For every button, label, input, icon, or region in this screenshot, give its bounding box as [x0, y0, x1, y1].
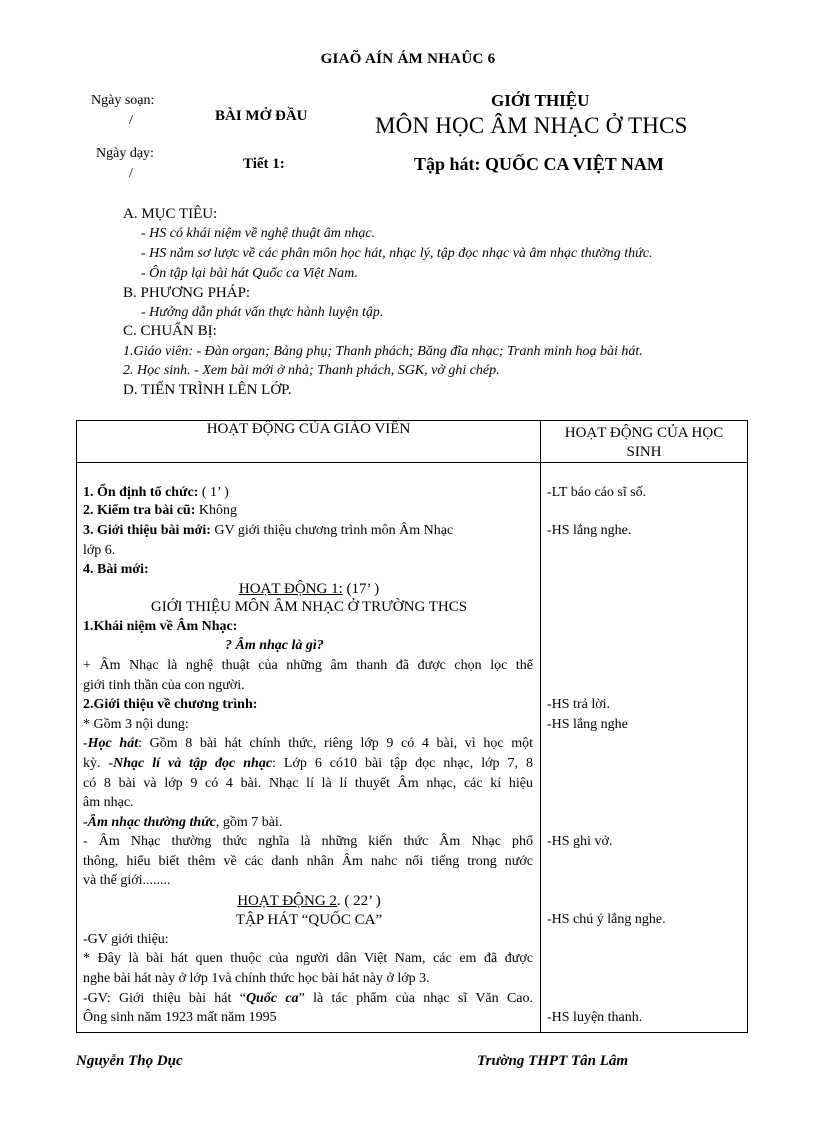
section-b-heading: B. PHƯƠNG PHÁP:: [123, 285, 251, 301]
objective-line: - Ôn tập lại bài hát Quốc ca Việt Nam.: [141, 266, 358, 281]
footer-author: Nguyễn Thọ Dục: [76, 1053, 183, 1069]
student-header-line2: SINH: [626, 444, 662, 460]
student-action: -HS chú ý lắng nghe.: [547, 912, 666, 927]
teach-date-value: /: [129, 166, 133, 181]
step-4: 4. Bài mới:: [83, 562, 149, 577]
song-intro-line: * Đây là bài hát quen thuộc của người dân Việt Nam, các em đã được: [83, 951, 533, 966]
document-header: GIAÕ AÍN ÁM NHAÛC 6: [320, 51, 496, 67]
student-action: -HS lắng nghe.: [547, 523, 632, 538]
program-line: có 8 bài và lớp 9 có 4 bài. Nhạc lí là lí thuyết Âm nhạc, các kí hiệu: [83, 776, 533, 791]
section-d-heading: D. TIẾN TRÌNH LÊN LỚP.: [123, 382, 292, 398]
prep-date-value: /: [129, 113, 133, 128]
program-heading: 2.Giới thiệu về chương trình:: [83, 697, 258, 712]
song-intro-line: nghe bài hát này ở lớp 1và chính thức học bài hát này ở lớp 3.: [83, 971, 430, 986]
step-3-cont: lớp 6.: [83, 543, 116, 558]
program-line: và thế giới........: [83, 873, 171, 888]
student-action: -LT báo cáo sĩ số.: [547, 485, 647, 500]
student-header-line1: HOẠT ĐỘNG CỦA HỌC: [564, 425, 724, 441]
lesson-number: Tiết 1:: [243, 156, 285, 172]
answer-line: + Âm Nhạc là nghệ thuật của những âm thanh đã được chọn lọc thể: [83, 658, 533, 673]
prep-date-label: Ngày soạn:: [91, 93, 155, 108]
program-line: -Âm nhạc thường thức, gồm 7 bài.: [83, 815, 283, 830]
activity-2-heading: HOẠT ĐỘNG 2. ( 22’ ): [237, 893, 381, 909]
footer-school: Trường THPT Tân Lâm: [477, 1053, 629, 1069]
student-action: -HS trả lời.: [547, 697, 611, 712]
section-a-heading: A. MỤC TIÊU:: [123, 206, 218, 222]
step-3: 3. Giới thiệu bài mới: GV giới thiệu chương trình môn Âm Nhạc: [83, 523, 454, 538]
student-activities-cell: [541, 463, 748, 1033]
step-1: 1. Ổn định tổ chức: ( 1’ ): [83, 485, 229, 500]
student-column-header: [541, 421, 748, 463]
activity-1-heading: HOẠT ĐỘNG 1: (17’ ): [238, 581, 380, 597]
program-line: kỳ. -Nhạc lí và tập đọc nhạc: Lớp 6 có10 bài tập đọc nhạc, lớp 7, 8: [83, 756, 534, 771]
objective-line: - HS có khái niệm về nghệ thuật âm nhạc.: [141, 226, 376, 241]
activity-1-title: GIỚI THIỆU MÔN ÂM NHẠC Ở TRƯỜNG THCS: [150, 599, 468, 615]
prep-line: 2. Học sinh. - Xem bài mới ở nhà; Thanh phách, SGK, vở ghi chép.: [123, 363, 500, 378]
program-line: * Gồm 3 nội dung:: [83, 717, 189, 732]
program-line: -Học hát: Gồm 8 bài hát chính thức, riêng lớp 9 có 4 bài, vì học một: [83, 736, 533, 751]
step-2: 2. Kiểm tra bài cũ: Không: [83, 503, 237, 518]
intro-label: GIỚI THIỆU: [491, 91, 590, 110]
student-action: -HS ghi vở.: [547, 834, 613, 849]
song-intro-line: -GV giới thiệu:: [83, 932, 169, 947]
program-line: âm nhạc.: [83, 795, 134, 810]
answer-line: giới tinh thần của con người.: [83, 678, 245, 693]
section-c-heading: C. CHUẨN BỊ:: [123, 323, 217, 339]
program-line: thông, hiểu biết thêm về các danh nhân Âm nahc nổi tiếng trong nước: [83, 854, 533, 869]
student-action: -HS luyện thanh.: [547, 1010, 643, 1025]
lesson-type: BÀI MỞ ĐẦU: [215, 108, 308, 124]
concept-heading: 1.Khái niệm về Âm Nhạc:: [83, 619, 238, 634]
objective-line: - HS nắm sơ lược về các phân môn học hát, nhạc lý, tập đọc nhạc và âm nhạc thường thức.: [141, 246, 653, 261]
prep-line: 1.Giáo viên: - Đàn organ; Bảng phụ; Thanh phách; Băng đĩa nhạc; Tranh minh hoạ bài hát.: [123, 344, 643, 359]
lesson-plan-table: [76, 420, 748, 1033]
question-line: ? Âm nhạc là gì?: [225, 638, 324, 653]
student-action: -HS lắng nghe: [547, 717, 628, 732]
teacher-column-header: HOẠT ĐỘNG CỦA GIÁO VIÊN: [77, 421, 541, 463]
method-line: - Hướng dẫn phát vấn thực hành luyện tập.: [141, 305, 384, 320]
teach-date-label: Ngày dạy:: [96, 146, 154, 161]
song-title: Tập hát: QUỐC CA VIỆT NAM: [414, 154, 664, 174]
song-intro-line: -GV: Giới thiệu bài hát “Quốc ca” là tác phẩm của nhạc sĩ Văn Cao.: [83, 991, 533, 1006]
program-line: - Âm Nhạc thường thức nghĩa là những kiến thức Âm Nhạc phổ: [83, 834, 533, 849]
page-title: MÔN HỌC ÂM NHẠC Ở THCS: [375, 113, 688, 138]
teacher-activities-cell: [77, 463, 541, 1033]
activity-2-title: TẬP HÁT “QUỐC CA”: [235, 912, 383, 928]
song-intro-line: Ông sinh năm 1923 mất năm 1995: [83, 1010, 277, 1025]
